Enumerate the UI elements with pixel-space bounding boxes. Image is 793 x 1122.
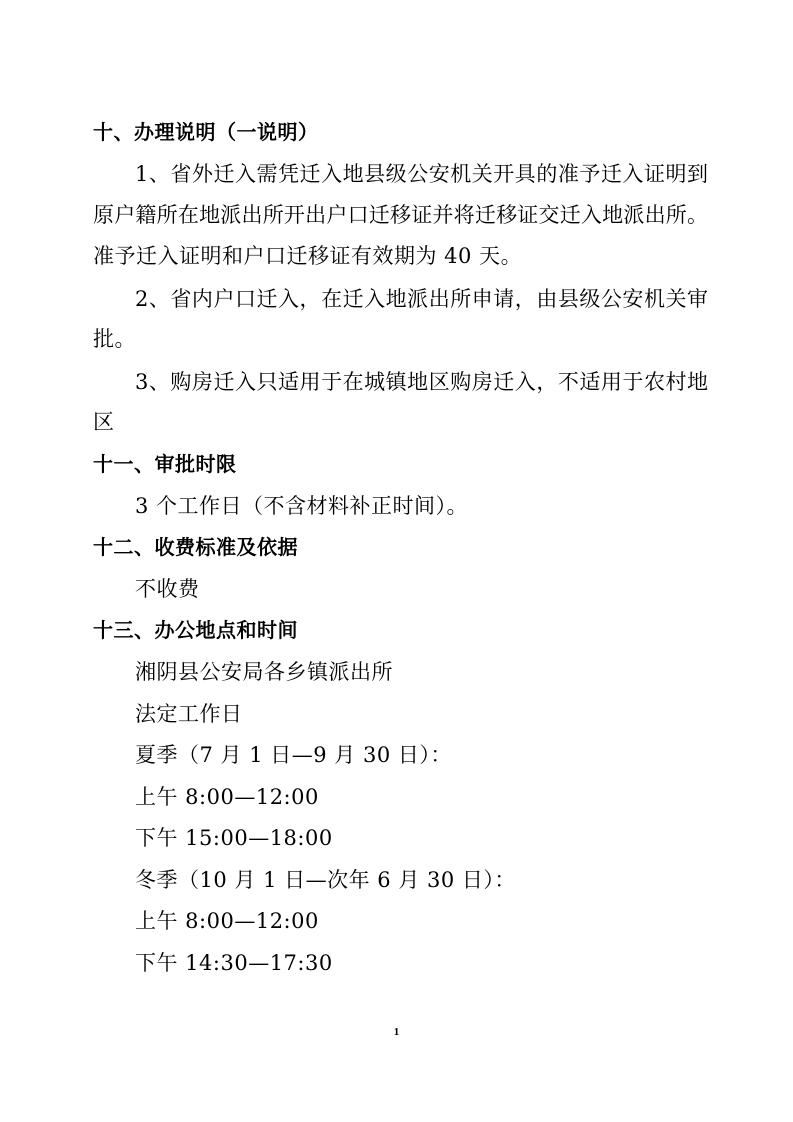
section-12-heading: 十二、收费标准及依据 [93,535,298,559]
winter-hours-label: 冬季（10 月 1 日—次年 6 月 30 日）： [135,868,516,892]
office-workdays: 法定工作日 [135,702,243,726]
summer-hours-label: 夏季（7 月 1 日—9 月 30 日）： [135,743,452,767]
summer-morning-hours: 上午 8:00—12:00 [135,785,319,809]
office-location: 湘阴县公安局各乡镇派出所 [135,660,393,684]
section-10-item-2-line-1: 2、省内户口迁入，在迁入地派出所申请，由县级公安机关审 [135,287,708,311]
section-11-heading: 十一、审批时限 [93,452,237,476]
section-13-heading: 十三、办公地点和时间 [93,618,298,642]
section-11-body: 3 个工作日（不含材料补正时间）。 [135,494,469,518]
winter-morning-hours: 上午 8:00—12:00 [135,909,319,933]
section-10-item-2-line-2: 批。 [93,327,136,351]
section-12-body: 不收费 [135,577,200,601]
section-10-item-1-line-1: 1、省外迁入需凭迁入地县级公安机关开具的准予迁入证明到 [135,162,708,186]
section-10-heading: 十、办理说明（一说明） [93,120,319,144]
page-number: 1 [393,1026,400,1038]
section-10-item-1-line-2: 原户籍所在地派出所开出户口迁移证并将迁移证交迁入地派出所。 [93,203,708,227]
winter-afternoon-hours: 下午 14:30—17:30 [135,951,333,975]
section-10-item-3-line-2: 区 [93,410,115,434]
section-10-item-3-line-1: 3、购房迁入只适用于在城镇地区购房迁入，不适用于农村地 [135,370,708,394]
summer-afternoon-hours: 下午 15:00—18:00 [135,826,333,850]
section-10-item-1-line-3: 准予迁入证明和户口迁移证有效期为 40 天。 [93,244,523,268]
